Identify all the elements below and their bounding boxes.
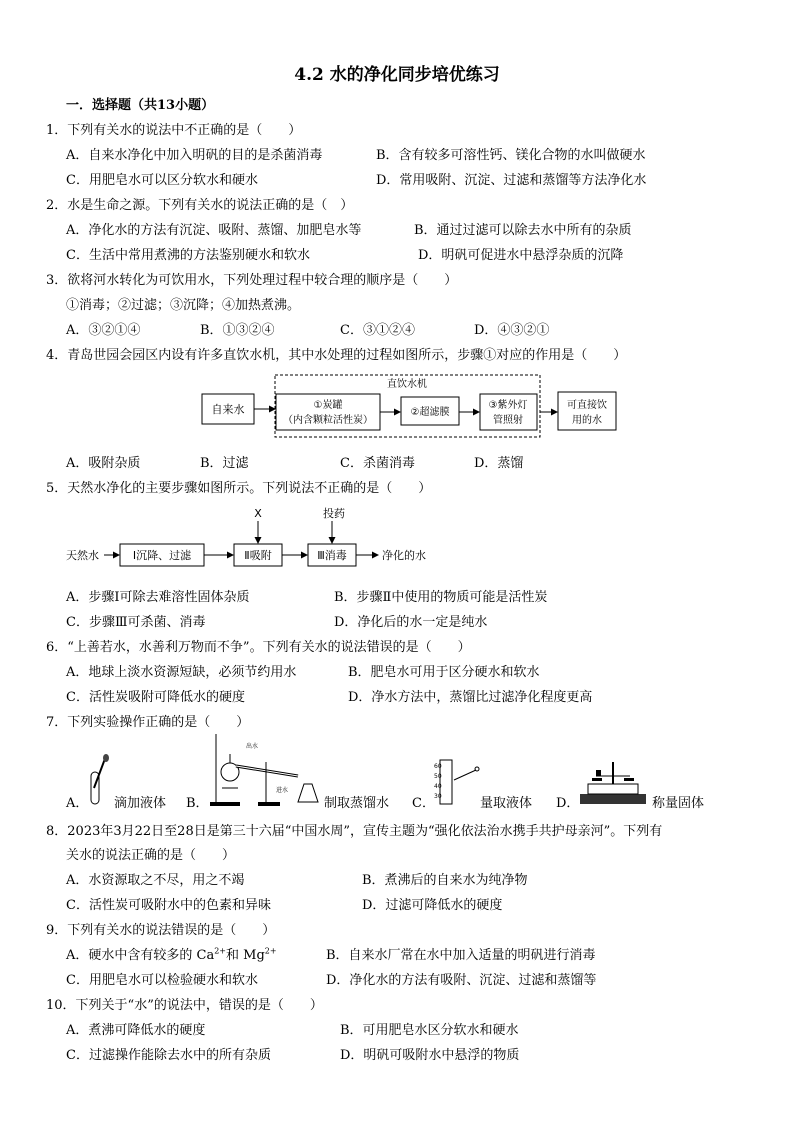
q9-option-a-sup1: 2+ bbox=[214, 946, 227, 956]
q8-option-d: D．过滤可降低水的硬度 bbox=[362, 898, 503, 913]
q10-option-b: B．可用肥皂水区分软水和硬水 bbox=[340, 1023, 519, 1038]
q7-dropper-figure bbox=[86, 754, 110, 808]
q10-stem: 10．下列关于“水”的说法中，错误的是（ ） bbox=[46, 998, 323, 1013]
q5-add-label: 投药 bbox=[323, 507, 345, 520]
box-output-line2: 用的水 bbox=[572, 415, 602, 426]
q4-option-d: D．蒸馏 bbox=[474, 456, 524, 471]
q5-source-label: 天然水 bbox=[66, 549, 99, 562]
q10-option-a: A．煮沸可降低水的硬度 bbox=[66, 1023, 206, 1038]
q8-option-a: A．水资源取之不尽，用之不竭 bbox=[66, 873, 245, 888]
q3-steps: ①消毒；②过滤；③沉降；④加热煮沸。 bbox=[66, 298, 301, 313]
q4-option-b: B．过滤 bbox=[200, 456, 249, 471]
q1-option-d: D．常用吸附、沉淀、过滤和蒸馏等方法净化水 bbox=[376, 173, 647, 188]
box-step3-line1: ③紫外灯 bbox=[488, 400, 528, 411]
q10-option-d: D．明矾可吸附水中悬浮的物质 bbox=[340, 1048, 520, 1063]
q4-stem: 4．青岛世园会园区内设有许多直饮水机，其中水处理的过程如图所示，步骤①对应的作用是（ ） bbox=[46, 348, 627, 363]
section-heading: 一．选择题（共13小题） bbox=[66, 98, 215, 113]
q6-stem: 6．“上善若水，水善利万物而不争”。下列有关水的说法错误的是（ ） bbox=[46, 640, 471, 655]
q7-option-c-label: C． bbox=[412, 796, 435, 811]
machine-label: 直饮水机 bbox=[387, 379, 427, 390]
q3-stem: 3．欲将河水转化为可饮用水，下列处理过程中较合理的顺序是（ ） bbox=[46, 273, 458, 288]
q5-option-c: C．步骤Ⅲ可杀菌、消毒 bbox=[66, 615, 206, 630]
q3-option-a: A．③②①④ bbox=[66, 323, 141, 338]
q5-option-a: A．步骤Ⅰ可除去难溶性固体杂质 bbox=[66, 590, 250, 605]
q3-option-b: B．①③②④ bbox=[200, 323, 275, 338]
q7-option-a-label: A． bbox=[66, 796, 89, 811]
q5-box-s1-label: Ⅰ沉降、过滤 bbox=[132, 549, 192, 562]
q1-option-b: B．含有较多可溶性钙、镁化合物的水叫做硬水 bbox=[376, 148, 646, 163]
q5-box-s2-label: Ⅱ吸附 bbox=[244, 549, 272, 562]
q3-option-c: C．③①②④ bbox=[340, 323, 415, 338]
q6-option-a: A．地球上淡水资源短缺，必须节约用水 bbox=[66, 665, 297, 680]
q5-option-b: B．步骤Ⅱ中使用的物质可能是活性炭 bbox=[334, 590, 548, 605]
q7-option-c: 量取液体 bbox=[480, 796, 533, 811]
q5-stem: 5．天然水净化的主要步骤如图所示。下列说法不正确的是（ ） bbox=[46, 481, 432, 496]
q9-stem: 9．下列有关水的说法错误的是（ ） bbox=[46, 923, 276, 938]
q7-stem: 7．下列实验操作正确的是（ ） bbox=[46, 715, 250, 730]
q6-option-d: D．净水方法中，蒸馏比过滤净化程度更高 bbox=[348, 690, 593, 705]
q5-output-label: 净化的水 bbox=[382, 549, 426, 562]
q8-stem-line2: 关水的说法正确的是（ ） bbox=[66, 848, 236, 863]
q7-option-b: 制取蒸馏水 bbox=[324, 796, 390, 811]
q7-option-b-label: B． bbox=[186, 796, 209, 811]
q6-option-c: C．活性炭吸附可降低水的硬度 bbox=[66, 690, 245, 705]
q7-option-d-label: D． bbox=[556, 796, 580, 811]
q5-flow-diagram bbox=[62, 504, 462, 572]
q2-option-a: A．净化水的方法有沉淀、吸附、蒸馏、加肥皂水等 bbox=[66, 223, 362, 238]
q7-balance-figure bbox=[576, 756, 650, 808]
q8-stem-line1: 8．2023年3月22日至28日是第三十六届“中国水周”，宣传主题为“强化依法治水携手共护母亲河”。下列有 bbox=[46, 824, 663, 839]
box-step2-label: ②超滤膜 bbox=[410, 407, 450, 418]
q9-option-a-mid: 和 Mg bbox=[226, 948, 265, 963]
q4-flow-diagram bbox=[195, 370, 625, 440]
q10-option-c: C．过滤操作能除去水中的所有杂质 bbox=[66, 1048, 271, 1063]
q9-option-c: C．用肥皂水可以检验硬水和软水 bbox=[66, 973, 258, 988]
q2-stem: 2．水是生命之源。下列有关水的说法正确的是（ ） bbox=[46, 198, 354, 213]
q5-box-s3-label: Ⅲ消毒 bbox=[317, 549, 347, 562]
box-step1-line2: （内含颗粒活性炭） bbox=[283, 415, 373, 426]
q9-option-a bbox=[66, 944, 277, 963]
q4-option-a: A．吸附杂质 bbox=[66, 456, 141, 471]
q6-option-b: B．肥皂水可用于区分硬水和软水 bbox=[348, 665, 540, 680]
page-title: 4.2 水的净化同步培优练习 bbox=[294, 65, 500, 85]
q9-option-a-pre: A．硬水中含有较多的 Ca bbox=[66, 948, 215, 963]
q4-option-c: C．杀菌消毒 bbox=[340, 456, 415, 471]
q7-tick-40: 40 bbox=[434, 783, 442, 790]
q7-fig-out: 出水 bbox=[246, 743, 259, 750]
q3-option-d: D．④③②① bbox=[474, 323, 550, 338]
q7-tick-50: 50 bbox=[434, 773, 442, 780]
q1-option-c: C．用肥皂水可以区分软水和硬水 bbox=[66, 173, 258, 188]
q9-option-d: D．净化水的方法有吸附、沉淀、过滤和蒸馏等 bbox=[326, 973, 597, 988]
box-step3-line2: 管照射 bbox=[493, 415, 523, 426]
q7-tick-60: 60 bbox=[434, 763, 442, 770]
box-step1-line1: ①炭罐 bbox=[313, 400, 343, 411]
q2-option-b: B．通过过滤可以除去水中所有的杂质 bbox=[414, 223, 632, 238]
box-source-label: 自来水 bbox=[211, 403, 245, 416]
q7-option-a: 滴加液体 bbox=[114, 796, 167, 811]
q9-option-a-sup2: 2+ bbox=[264, 946, 277, 956]
box-output-line1: 可直接饮 bbox=[567, 400, 607, 411]
q5-x-label: X bbox=[254, 507, 262, 520]
q2-option-c: C．生活中常用煮沸的方法鉴别硬水和软水 bbox=[66, 248, 310, 263]
q8-option-c: C．活性炭可吸附水中的色素和异味 bbox=[66, 898, 271, 913]
q1-stem: 1．下列有关水的说法中不正确的是（ ） bbox=[46, 123, 302, 138]
q7-tick-30: 30 bbox=[434, 793, 442, 800]
q2-option-d: D．明矾可促进水中悬浮杂质的沉降 bbox=[418, 248, 624, 263]
q7-fig-in: 进水 bbox=[276, 787, 289, 794]
q5-option-d: D．净化后的水一定是纯水 bbox=[334, 615, 488, 630]
q7-option-d: 称量固体 bbox=[652, 796, 705, 811]
q8-option-b: B．煮沸后的自来水为纯净物 bbox=[362, 873, 528, 888]
q7-distillation-figure bbox=[206, 732, 324, 808]
q7-cylinder-figure bbox=[432, 758, 482, 808]
q1-option-a: A．自来水净化中加入明矾的目的是杀菌消毒 bbox=[66, 148, 323, 163]
q9-option-b: B．自来水厂常在水中加入适量的明矾进行消毒 bbox=[326, 948, 596, 963]
